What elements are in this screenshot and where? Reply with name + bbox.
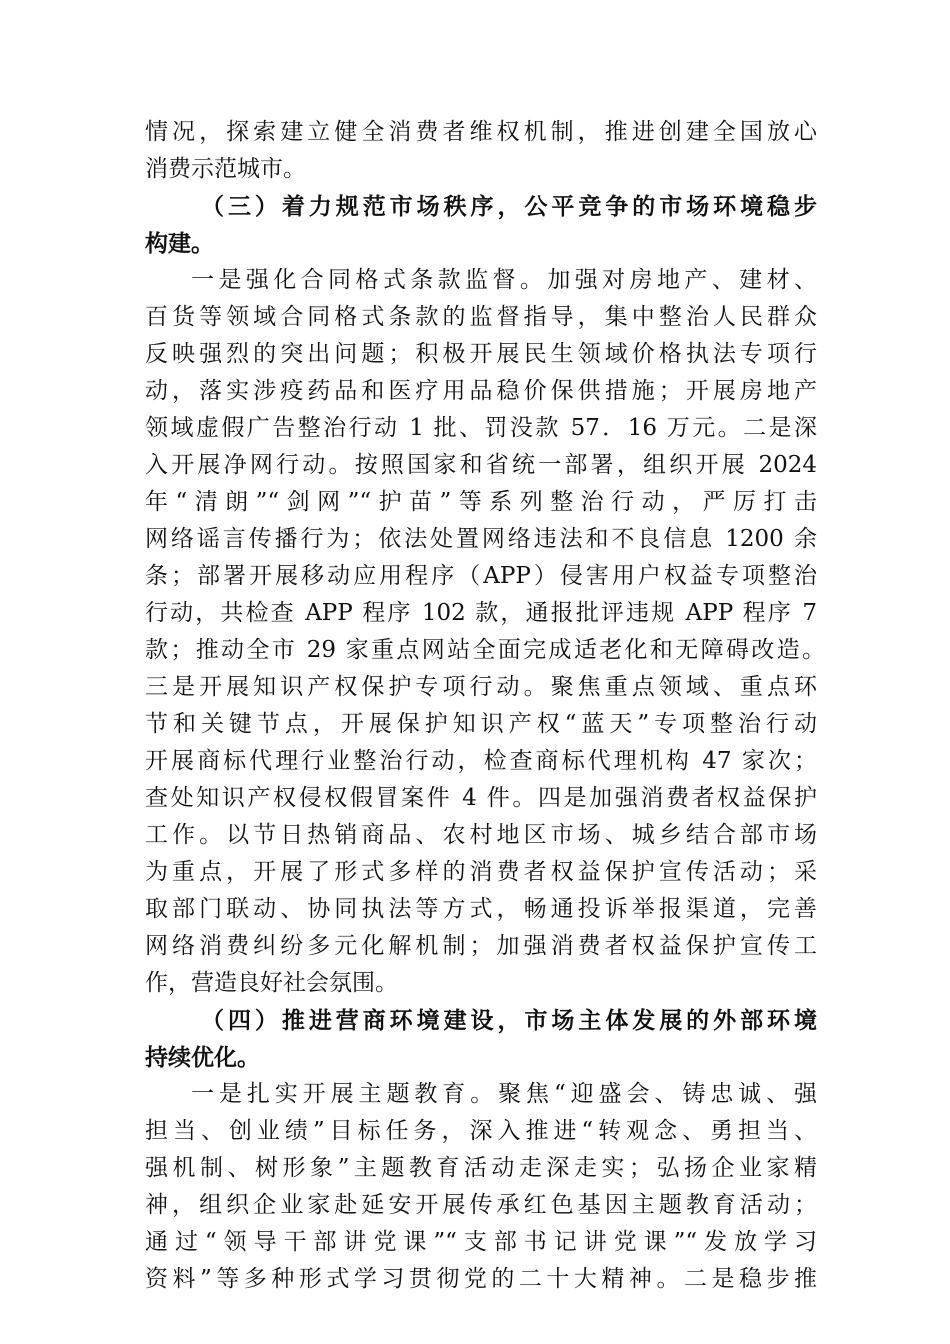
paragraph-line: 资料”等多种形式学习贯彻党的二十大精神。二是稳步推 xyxy=(145,1266,817,1292)
paragraph-line: 百货等领域合同格式条款的监督指导，集中整治人民群众 xyxy=(145,304,817,330)
document-body xyxy=(145,114,825,1298)
section-heading-line: （四）推进营商环境建设，市场主体发展的外部环境 xyxy=(201,1007,817,1034)
paragraph-line: 情况，探索建立健全消费者维权机制，推进创建全国放心 xyxy=(145,119,817,145)
paragraph-line: 反映强烈的突出问题；积极开展民生领域价格执法专项行 xyxy=(145,341,817,367)
paragraph-line: 条；部署开展移动应用程序（APP）侵害用户权益专项整治 xyxy=(145,563,817,589)
paragraph-line: 消费示范城市。 xyxy=(145,156,306,182)
paragraph-line: 款；推动全市 29 家重点网站全面完成适老化和无障碍改造。 xyxy=(145,637,825,663)
paragraph-line: 强机制、树形象”主题教育活动走深走实；弘扬企业家精 xyxy=(145,1155,817,1181)
paragraph-line: 年“清朗”“剑网”“护苗”等系列整治行动，严厉打击 xyxy=(145,489,817,515)
paragraph-line: 动，落实涉疫药品和医疗用品稳价保供措施；开展房地产 xyxy=(145,378,817,404)
paragraph-line: 三是开展知识产权保护专项行动。聚焦重点领域、重点环 xyxy=(145,674,817,700)
paragraph-line: 取部门联动、协同执法等方式，畅通投诉举报渠道，完善 xyxy=(145,896,817,922)
paragraph-line: 为重点，开展了形式多样的消费者权益保护宣传活动；采 xyxy=(145,859,817,885)
paragraph-line: 担当、创业绩”目标任务，深入推进“转观念、勇担当、 xyxy=(145,1118,817,1144)
paragraph-line: 查处知识产权侵权假冒案件 4 件。四是加强消费者权益保护 xyxy=(145,785,817,811)
paragraph-line: 作，营造良好社会氛围。 xyxy=(145,970,398,996)
paragraph-line: 领域虚假广告整治行动 1 批、罚没款 57．16 万元。二是深 xyxy=(145,415,817,441)
section-heading-line: 构建。 xyxy=(145,230,214,257)
paragraph-line: 开展商标代理行业整治行动，检查商标代理机构 47 家次； xyxy=(145,748,817,774)
section-heading-line: （三）着力规范市场秩序，公平竞争的市场环境稳步 xyxy=(201,193,817,220)
paragraph-line: 一是强化合同格式条款监督。加强对房地产、建材、 xyxy=(191,267,817,293)
paragraph-line: 工作。以节日热销商品、农村地区市场、城乡结合部市场 xyxy=(145,822,817,848)
paragraph-line: 节和关键节点，开展保护知识产权“蓝天”专项整治行动 xyxy=(145,711,817,737)
paragraph-line: 网络消费纠纷多元化解机制；加强消费者权益保护宣传工 xyxy=(145,933,817,959)
paragraph-line: 通过“领导干部讲党课”“支部书记讲党课”“发放学习 xyxy=(145,1229,817,1255)
section-heading-line: 持续优化。 xyxy=(145,1044,260,1071)
paragraph-line: 网络谣言传播行为；依法处置网络违法和不良信息 1200 余 xyxy=(145,526,817,552)
paragraph-line: 一是扎实开展主题教育。聚焦“迎盛会、铸忠诚、强 xyxy=(191,1081,817,1107)
paragraph-line: 行动，共检查 APP 程序 102 款，通报批评违规 APP 程序 7 xyxy=(145,600,817,626)
paragraph-line: 入开展净网行动。按照国家和省统一部署，组织开展 2024 xyxy=(145,452,817,478)
paragraph-line: 神，组织企业家赴延安开展传承红色基因主题教育活动； xyxy=(145,1192,817,1218)
